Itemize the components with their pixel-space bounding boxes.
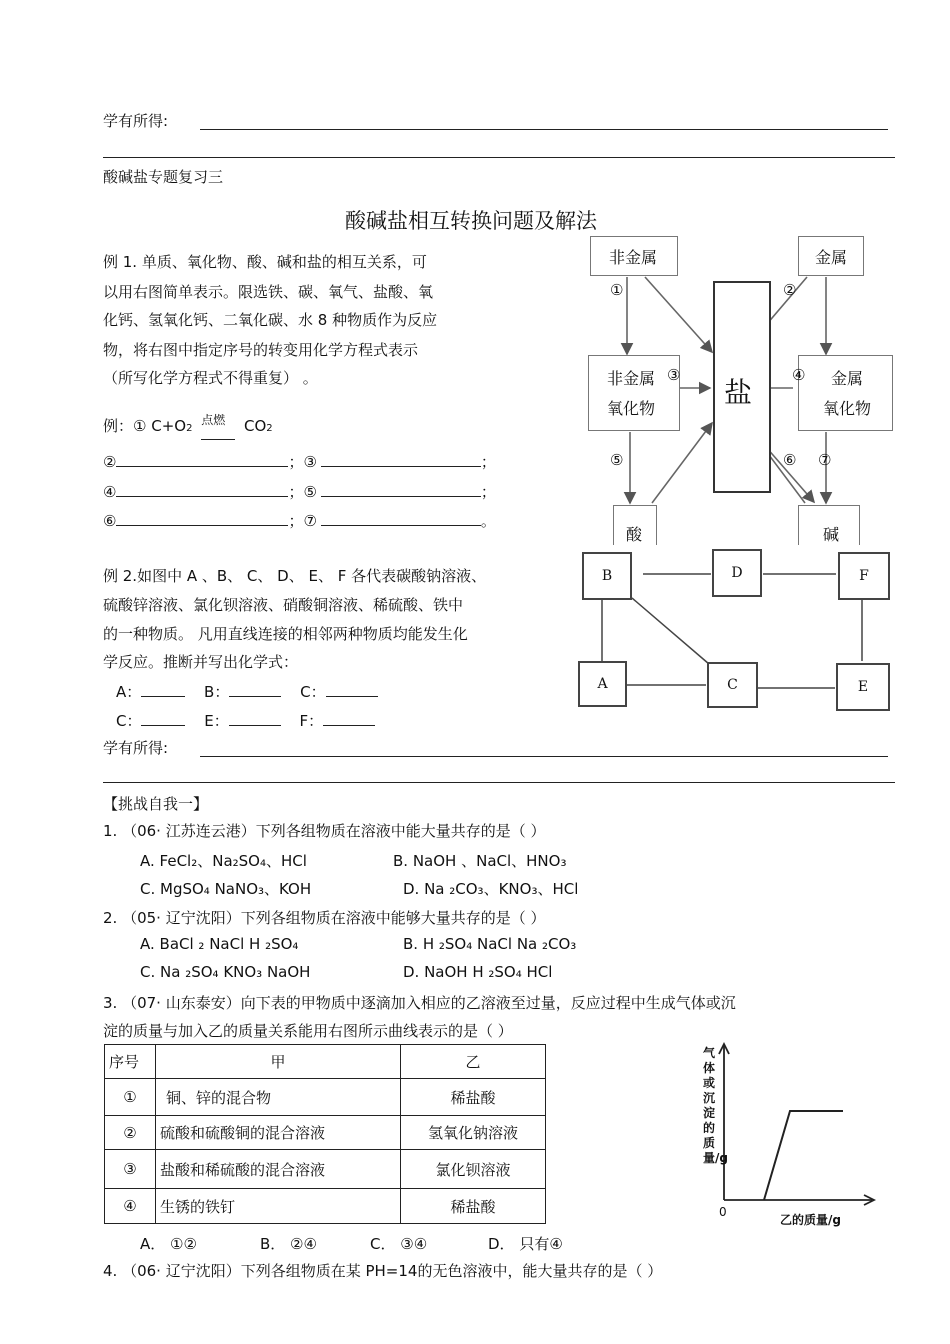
table-cell: 铜、锌的混合物 xyxy=(156,1079,401,1116)
step-number: ① xyxy=(610,281,624,299)
blank-num: ；③ xyxy=(288,453,317,471)
node-label: 金属 xyxy=(815,248,848,267)
answer-blank[interactable] xyxy=(229,711,281,726)
node-label: 氧化物 xyxy=(607,399,656,418)
table-row xyxy=(105,1116,546,1150)
node-base xyxy=(798,505,860,545)
answer-blank[interactable] xyxy=(321,511,481,526)
answer-label: F： xyxy=(299,712,324,730)
answer-blank[interactable] xyxy=(323,711,375,726)
option-d[interactable]: D． 只有④ xyxy=(488,1235,563,1253)
graph-origin: 0 xyxy=(719,1205,727,1219)
answer-label: A： xyxy=(116,683,142,701)
option-b[interactable]: B. H ₂SO₄ NaCl Na ₂CO₃ xyxy=(403,935,577,953)
example1-line: 以用右图简单表示。限选铁、碳、氧气、盐酸、氧 xyxy=(103,283,434,301)
step-number: ③ xyxy=(667,366,681,384)
node-f: F xyxy=(838,552,890,600)
node-metal-oxide xyxy=(798,355,893,431)
answer-label: C： xyxy=(300,683,326,701)
answer-blank[interactable] xyxy=(141,682,185,697)
step-number: ⑦ xyxy=(818,451,832,469)
table-row xyxy=(105,1189,546,1224)
example2-line: 硫酸锌溶液、氯化钡溶液、硝酸铜溶液、稀硫酸、铁中 xyxy=(103,596,464,614)
example2-line: 的一种物质。 凡用直线连接的相邻两种物质均能发生化 xyxy=(103,625,468,643)
blank-sep: 。 xyxy=(480,512,496,530)
blank-num: ；⑤ xyxy=(288,483,317,501)
question-stem: 4. （06· 辽宁沈阳）下列各组物质在某 PH=14的无色溶液中，能大量共存的是（ ） xyxy=(103,1262,663,1280)
eq-product: CO xyxy=(244,417,267,435)
option-a[interactable]: A． ①② xyxy=(140,1235,197,1253)
node-label: 酸 xyxy=(626,525,643,544)
question-stem: 淀的质量与加入乙的质量关系能用右图所示曲线表示的是（ ） xyxy=(103,1022,513,1040)
divider xyxy=(103,782,895,783)
step-number: ② xyxy=(783,281,797,299)
divider xyxy=(103,157,895,158)
answer-blank[interactable] xyxy=(116,511,288,526)
table-cell: ③ xyxy=(105,1150,156,1189)
question-stem: 3. （07· 山东泰安）向下表的甲物质中逐滴加入相应的乙溶液至过量，反应过程中生成气体或沉 xyxy=(103,994,736,1012)
blank-num: ；⑦ xyxy=(288,512,317,530)
node-label: 非金属 xyxy=(609,248,658,267)
node-salt xyxy=(713,281,771,493)
answer-blank[interactable] xyxy=(326,682,378,697)
table-header-row xyxy=(105,1045,546,1079)
node-b: B xyxy=(582,552,632,600)
eq-sub: 2 xyxy=(186,423,193,434)
answer-line xyxy=(200,129,888,130)
option-a[interactable]: A. BaCl ₂ NaCl H ₂SO₄ xyxy=(140,935,299,953)
node-a: A xyxy=(578,661,627,707)
table-cell: 稀盐酸 xyxy=(401,1189,546,1224)
answer-label: B： xyxy=(204,683,230,701)
blank-sep: ； xyxy=(480,483,496,501)
table-header: 序号 xyxy=(105,1045,156,1079)
table-cell: 稀盐酸 xyxy=(401,1079,546,1116)
node-metal xyxy=(798,236,864,276)
example1-line: 物，将右图中指定序号的转变用化学方程式表示 xyxy=(103,341,419,359)
step-number: ④ xyxy=(792,366,806,384)
example2-line: 学反应。推断并写出化学式： xyxy=(103,653,299,671)
table-cell: ② xyxy=(105,1116,156,1150)
blank-num: ⑥ xyxy=(103,512,117,530)
graph-xlabel: 乙的质量/g xyxy=(780,1213,841,1227)
node-label: 氧化物 xyxy=(823,399,872,418)
answer-blank[interactable] xyxy=(321,452,481,467)
example2-line: 例 2.如图中 A 、B、 C、 D、 E、 F 各代表碳酸钠溶液、 xyxy=(103,567,487,585)
option-b[interactable]: B. NaOH 、NaCl、HNO₃ xyxy=(393,852,567,870)
node-c: C xyxy=(707,662,758,708)
table-cell: 氯化钡溶液 xyxy=(401,1150,546,1189)
blank-num: ④ xyxy=(103,483,117,501)
option-c[interactable]: C. Na ₂SO₄ KNO₃ NaOH xyxy=(140,963,311,981)
answer-label: E： xyxy=(204,712,229,730)
blank-row xyxy=(103,451,496,472)
example-equation xyxy=(103,415,273,436)
answer-row xyxy=(116,681,378,702)
table-row xyxy=(105,1079,546,1116)
option-c[interactable]: C. MgSO₄ NaNO₃、KOH xyxy=(140,880,312,898)
table-cell: 生锈的铁钉 xyxy=(156,1189,401,1224)
option-d[interactable]: D. Na ₂CO₃、KNO₃、HCl xyxy=(403,880,579,898)
node-label: 金属 xyxy=(831,369,864,388)
table-cell: ④ xyxy=(105,1189,156,1224)
example1-line: 例 1. 单质、氧化物、酸、碱和盐的相互关系，可 xyxy=(103,253,427,271)
question-stem: 2. （05· 辽宁沈阳）下列各组物质在溶液中能够大量共存的是（ ） xyxy=(103,909,546,927)
answer-blank[interactable] xyxy=(229,682,281,697)
option-d[interactable]: D. NaOH H ₂SO₄ HCl xyxy=(403,963,553,981)
answer-line xyxy=(200,756,888,757)
table-header: 甲 xyxy=(156,1045,401,1079)
table-cell: 盐酸和稀硫酸的混合溶液 xyxy=(156,1150,401,1189)
answer-blank[interactable] xyxy=(116,452,288,467)
section-label: 酸碱盐专题复习三 xyxy=(103,168,224,186)
example1-line: （所写化学方程式不得重复） 。 xyxy=(103,369,318,387)
eq-product-sub: 2 xyxy=(266,423,273,434)
blank-row xyxy=(103,510,496,531)
graph-ylabel: 气体或沉淀的质量/g xyxy=(703,1046,728,1165)
node-label: 碱 xyxy=(823,525,840,544)
learned-label: 学有所得: xyxy=(103,112,169,130)
table-header: 乙 xyxy=(401,1045,546,1079)
node-e: E xyxy=(836,663,890,711)
blank-sep: ； xyxy=(480,453,496,471)
table-row xyxy=(105,1150,546,1189)
node-label: 盐 xyxy=(724,376,753,409)
learned-label: 学有所得: xyxy=(103,739,169,757)
blank-row xyxy=(103,481,496,502)
step-number: ⑥ xyxy=(783,451,797,469)
option-c[interactable]: C． ③④ xyxy=(370,1235,428,1253)
node-d: D xyxy=(712,549,762,597)
option-b[interactable]: B． ②④ xyxy=(260,1235,317,1253)
table-cell: 氢氧化钠溶液 xyxy=(401,1116,546,1150)
node-nonmetal xyxy=(590,236,678,276)
data-table xyxy=(104,1044,546,1224)
option-a[interactable]: A. FeCl₂、Na₂SO₄、HCl xyxy=(140,852,307,870)
step-number: ⑤ xyxy=(610,451,624,469)
page-title: 酸碱盐相互转换问题及解法 xyxy=(345,209,597,233)
table-cell: 硫酸和硫酸铜的混合溶液 xyxy=(156,1116,401,1150)
answer-row xyxy=(116,710,375,731)
blank-num: ② xyxy=(103,453,117,471)
challenge-heading: 【挑战自我一】 xyxy=(103,795,209,813)
example1-line: 化钙、氢氧化钙、二氧化碳、水 8 种物质作为反应 xyxy=(103,311,438,329)
answer-label: C： xyxy=(116,712,142,730)
node-label: 非金属 xyxy=(607,369,656,388)
answer-blank[interactable] xyxy=(116,482,288,497)
table-cell: ① xyxy=(105,1079,156,1116)
eq-condition: 点燃 xyxy=(201,413,226,427)
eq-reactants: 例：① C+O xyxy=(103,417,187,435)
question-stem: 1. （06· 江苏连云港）下列各组物质在溶液中能大量共存的是（ ） xyxy=(103,822,546,840)
node-acid xyxy=(613,505,657,545)
answer-blank[interactable] xyxy=(321,482,481,497)
answer-blank[interactable] xyxy=(141,711,185,726)
